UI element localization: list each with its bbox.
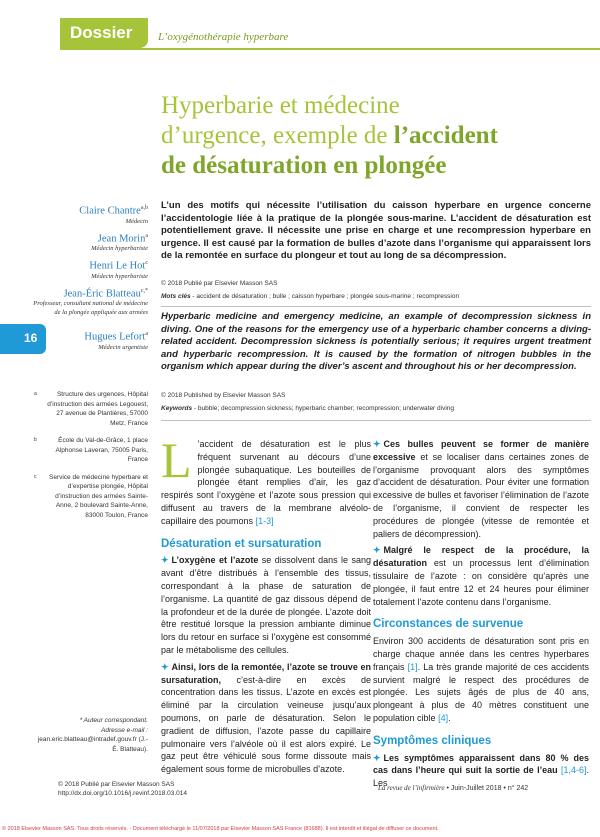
author-name: Hugues Lefort (84, 331, 146, 343)
author-name: Henri Le Hot (89, 260, 146, 272)
body-column-1 (161, 432, 371, 780)
citation-link[interactable]: [1,4-6] (560, 765, 587, 776)
journal-issue: • Juin-Juillet 2018 • n° 242 (444, 785, 529, 792)
author (30, 331, 148, 352)
author (30, 205, 148, 226)
affiliation: b École du Val-de-Grâce, 1 place Alphonse Laveran, 75005 Paris, France (34, 437, 148, 463)
author-sup: a (145, 331, 148, 337)
footer-left (58, 780, 187, 798)
author-role: Médecin hyperbariste (91, 245, 148, 252)
arrow-icon: ✦ (161, 661, 169, 672)
keywords-fr-list: - accident de désaturation ; bulle ; caisson hyperbare ; plongée sous-marine ; recompression (190, 293, 460, 300)
author-role: Médecin (125, 217, 148, 225)
copyright-fr: © 2018 Publié par Elsevier Masson SAS (161, 280, 278, 287)
author-sup: a (145, 232, 148, 239)
abstract-en: Hyperbaric medicine and emergency medicine, an example of decompression sickness in diving. One of the reasons for the emergency use of a hyperbaric chamber concerns a diving-related accident. Decompression sickness is potentially serious; it requires urgent treatment and hyperbaric recompression. It is caused by the formation of nitrogen bubbles in the organism which appear during the diver’s ascent and throughout his or her decompression. (161, 311, 591, 372)
author-sup: c (145, 260, 148, 266)
page-number: 16 (24, 331, 38, 345)
section-heading: Symptômes cliniques (373, 734, 492, 747)
keywords-en (161, 405, 454, 412)
citation-link[interactable]: [1-3] (255, 515, 274, 526)
abstract-divider (161, 306, 591, 307)
arrow-icon: ✦ (161, 555, 169, 566)
affiliation: c Service de médecine hyperbare et d’expertise plongée, Hôpital d’instruction des armées Sainte-Anne, 2 boulevard Sainte-Anne, 83000 Toulon, France (34, 473, 148, 519)
footer-copyright: © 2018 Publié par Elsevier Masson SAS (58, 781, 175, 788)
author-role: Médecin hyperbariste (91, 272, 148, 280)
keywords-fr-label: Mots clés (161, 293, 191, 300)
author-name: Jean Morin (97, 233, 146, 244)
body-column-2 (373, 438, 589, 794)
keywords-fr (161, 293, 459, 300)
article-title (161, 91, 591, 181)
title-bold-1: l’accident (393, 122, 498, 149)
author-sup: a,b (140, 205, 148, 211)
citation-link[interactable]: [1] (407, 661, 418, 672)
title-line-2: d’urgence, exemple de (161, 122, 394, 149)
keywords-en-list: - bubble; decompression sickness; hyperbaric chamber; recompression; underwater diving (192, 405, 455, 412)
email-address[interactable]: jean.eric.blatteau@intradef.gouv.fr (J.-É. Blatteau). (37, 736, 148, 753)
author (30, 288, 148, 318)
arrow-icon: ✦ (373, 752, 381, 763)
download-notice: © 2018 Elsevier Masson SAS. Tous droits réservés. - Document téléchargé le 11/07/2018 par Elsevier Masson SAS France (81688). Il est interdit et illégal de diffuser ce document. (2, 826, 439, 832)
paragraph: ✦ Malgré le respect de la procédure, la désaturation est un processus lent d’élimination tissulaire de l’azote : on considère qu’après une plongée, il faut entre 12 et 24 heures pour éliminer totalement l’azote contenu dans l’organisme. (373, 545, 589, 607)
footer-doi[interactable]: http://dx.doi.org/10.1016/j.revinf.2018.03.014 (58, 790, 188, 797)
corresponding-label: * Auteur correspondant. (79, 717, 148, 724)
copyright-en: © 2018 Published by Elsevier Masson SAS (161, 392, 286, 399)
intro-paragraph: L ’accident de désaturation est le plus fréquent survenant au décours d’une plongée subaquatique. Les bouteilles de plongée étant remplies d’air, les gaz respirés sont l’oxygène et l’azote sous pression qui diffusent au travers de la membrane alvéolo-capillaire des poumons [1-3] (161, 432, 371, 526)
email-label: Adresse e-mail : (101, 726, 148, 734)
authors-list (30, 205, 148, 359)
journal-name: La revue de l’infirmière (378, 784, 445, 792)
dossier-label: Dossier (70, 23, 133, 42)
section-heading: Circonstances de survenue (373, 618, 524, 631)
author-sup: c,* (140, 287, 148, 294)
paragraph: ✦ Ces bulles peuvent se former de manière excessive et se localiser dans certaines zones de l’organisme provoquant alors des symptômes d’accident de désaturation. Pour éviter une formation excessive de bulles et favoriser l’élimination de l’azote de l’organisme, il convient de respecter les procédures de plongée (vitesse de remontée et paliers de décompression). (373, 439, 589, 539)
keywords-en-label: Keywords (161, 405, 193, 412)
affiliation: a Structure des urgences, Hôpital d’instruction des armées Legouest, 27 avenue de Plantières, 57000 Metz, France (34, 391, 148, 427)
author-name: Claire Chantre (79, 205, 141, 217)
footer-right (378, 784, 528, 792)
section-heading: Désaturation et sursaturation (161, 537, 322, 550)
citation-link[interactable]: [4] (438, 712, 449, 723)
corresponding-author (34, 716, 148, 754)
paragraph: ✦ Ainsi, lors de la remontée, l’azote se trouve en sursaturation, c’est-à-dire en excès de concentration dans les tissus. L’azote en excès est éliminé par la circulation veineuse jusqu’aux poumons, on parle de désaturation. Selon le gradient de diffusion, l’azote passe du capillaire pulmonaire vers l’alvéole où il est alors expiré. Le gaz peut être véhiculé sous forme dissoute mais également sous forme de microbulles d’azote. (161, 661, 371, 775)
affiliations (34, 390, 148, 528)
author-role: Médecin urgentiste (98, 343, 148, 351)
paragraph: ✦ Les symptômes apparaissent dans 80 % des cas dans l’heure qui suit la sortie de l’eau [1,4-6]. Les (373, 752, 589, 789)
dossier-tab (60, 18, 148, 48)
author-name: Jean-Éric Blatteau (63, 288, 141, 299)
abstract-fr: L’un des motifs qui nécessite l’utilisation du caisson hyperbare en urgence concerne l’accidentologie liée à la pratique de la plongée sous-marine. L’accident de désaturation est potentiellement grave. Il nécessite une prise en charge et une recompression hyperbare en urgence. Il est causé par la formation de bulles d’azote dans l’organisme qui apparaissent lors de la remontée en surface du plongeur et tout au long de sa décompression. (161, 200, 591, 261)
header-rule (60, 48, 600, 50)
author (30, 260, 148, 281)
arrow-icon: ✦ (373, 545, 381, 556)
author-role: Professeur, consultant national de médecine de la plongée appliquée aux armées (33, 300, 148, 316)
title-bold-2: de désaturation en plongée (161, 152, 447, 179)
arrow-icon: ✦ (373, 439, 381, 449)
keywords-divider (161, 420, 591, 421)
author (30, 233, 148, 254)
paragraph: Environ 300 accidents de désaturation sont pris en charge chaque année dans les centres hyperbares français [1]. La très grande majorité de ces accidents survient malgré le respect des procédures de plongée. Les sujets âgés de plus de 40 ans, plongeant à plus de 40 mètres constituent une population cible [4]. (373, 636, 589, 723)
section-title: L’oxygénothérapie hyperbare (158, 31, 289, 43)
drop-cap: L (161, 432, 192, 488)
title-line-1: Hyperbarie et médecine (161, 92, 400, 119)
paragraph: ✦ L’oxygène et l’azote se dissolvent dans le sang avant d’être distribués à l’ensemble des tissus, correspondant à la phase de saturation de l’organisme. La quantité de gaz dissous dépend de la profondeur et de la durée de plongée. L’azote doit être restitué lorsque la pression ambiante diminue lors du retour en surface si l’oxygène est consommé par le métabolisme des cellules. (161, 555, 371, 655)
